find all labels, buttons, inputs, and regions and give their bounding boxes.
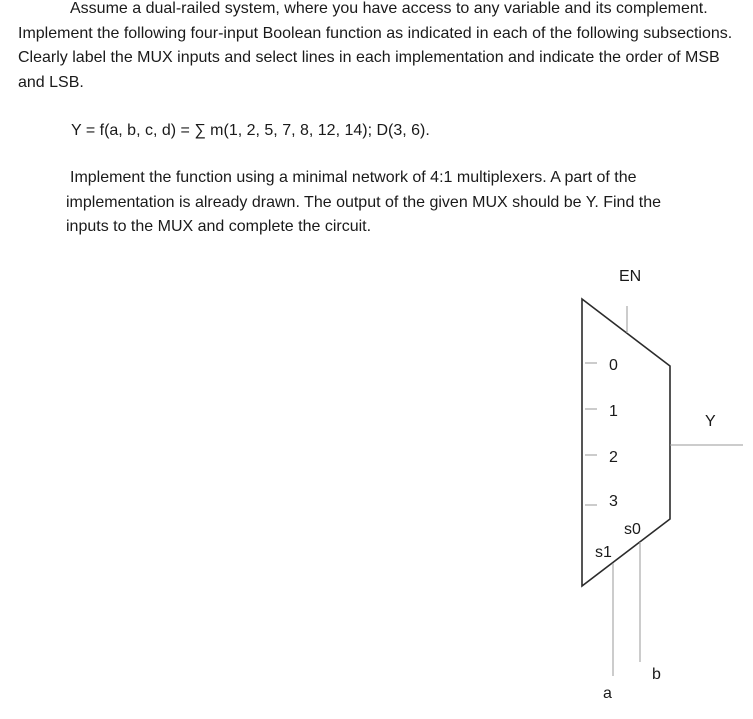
select-var-a: a <box>603 685 612 702</box>
select-s0-label: s0 <box>624 521 641 538</box>
boolean-function: Y = f(a, b, c, d) = ∑ m(1, 2, 5, 7, 8, 12, 14); D(3, 6). <box>71 122 430 139</box>
enable-label: EN <box>619 268 642 285</box>
input-2-label: 2 <box>609 449 618 466</box>
input-0-label: 0 <box>609 357 618 374</box>
output-label: Y <box>705 413 716 430</box>
input-3-label: 3 <box>609 493 618 510</box>
input-1-label: 1 <box>609 403 618 420</box>
select-s1-label: s1 <box>595 544 612 561</box>
mux-body <box>582 299 670 586</box>
task-line-1: Implement the function using a minimal network of 4:1 multiplexers. A part of <box>70 169 610 186</box>
select-var-b: b <box>652 666 661 683</box>
task-line-rest: the implementation is already drawn. The output of the given MUX should be Y. Find the inputs to the MUX and complete the circuit. <box>66 169 662 235</box>
problem-intro: Assume a dual-railed system, where you have access to any variable and its complement. Implement the following four-input Boolean function as indicated in each of the following subsections. Clearly label the MUX inputs and select lines in each implementation and indicate the order of MSB and LSB. <box>18 0 733 91</box>
